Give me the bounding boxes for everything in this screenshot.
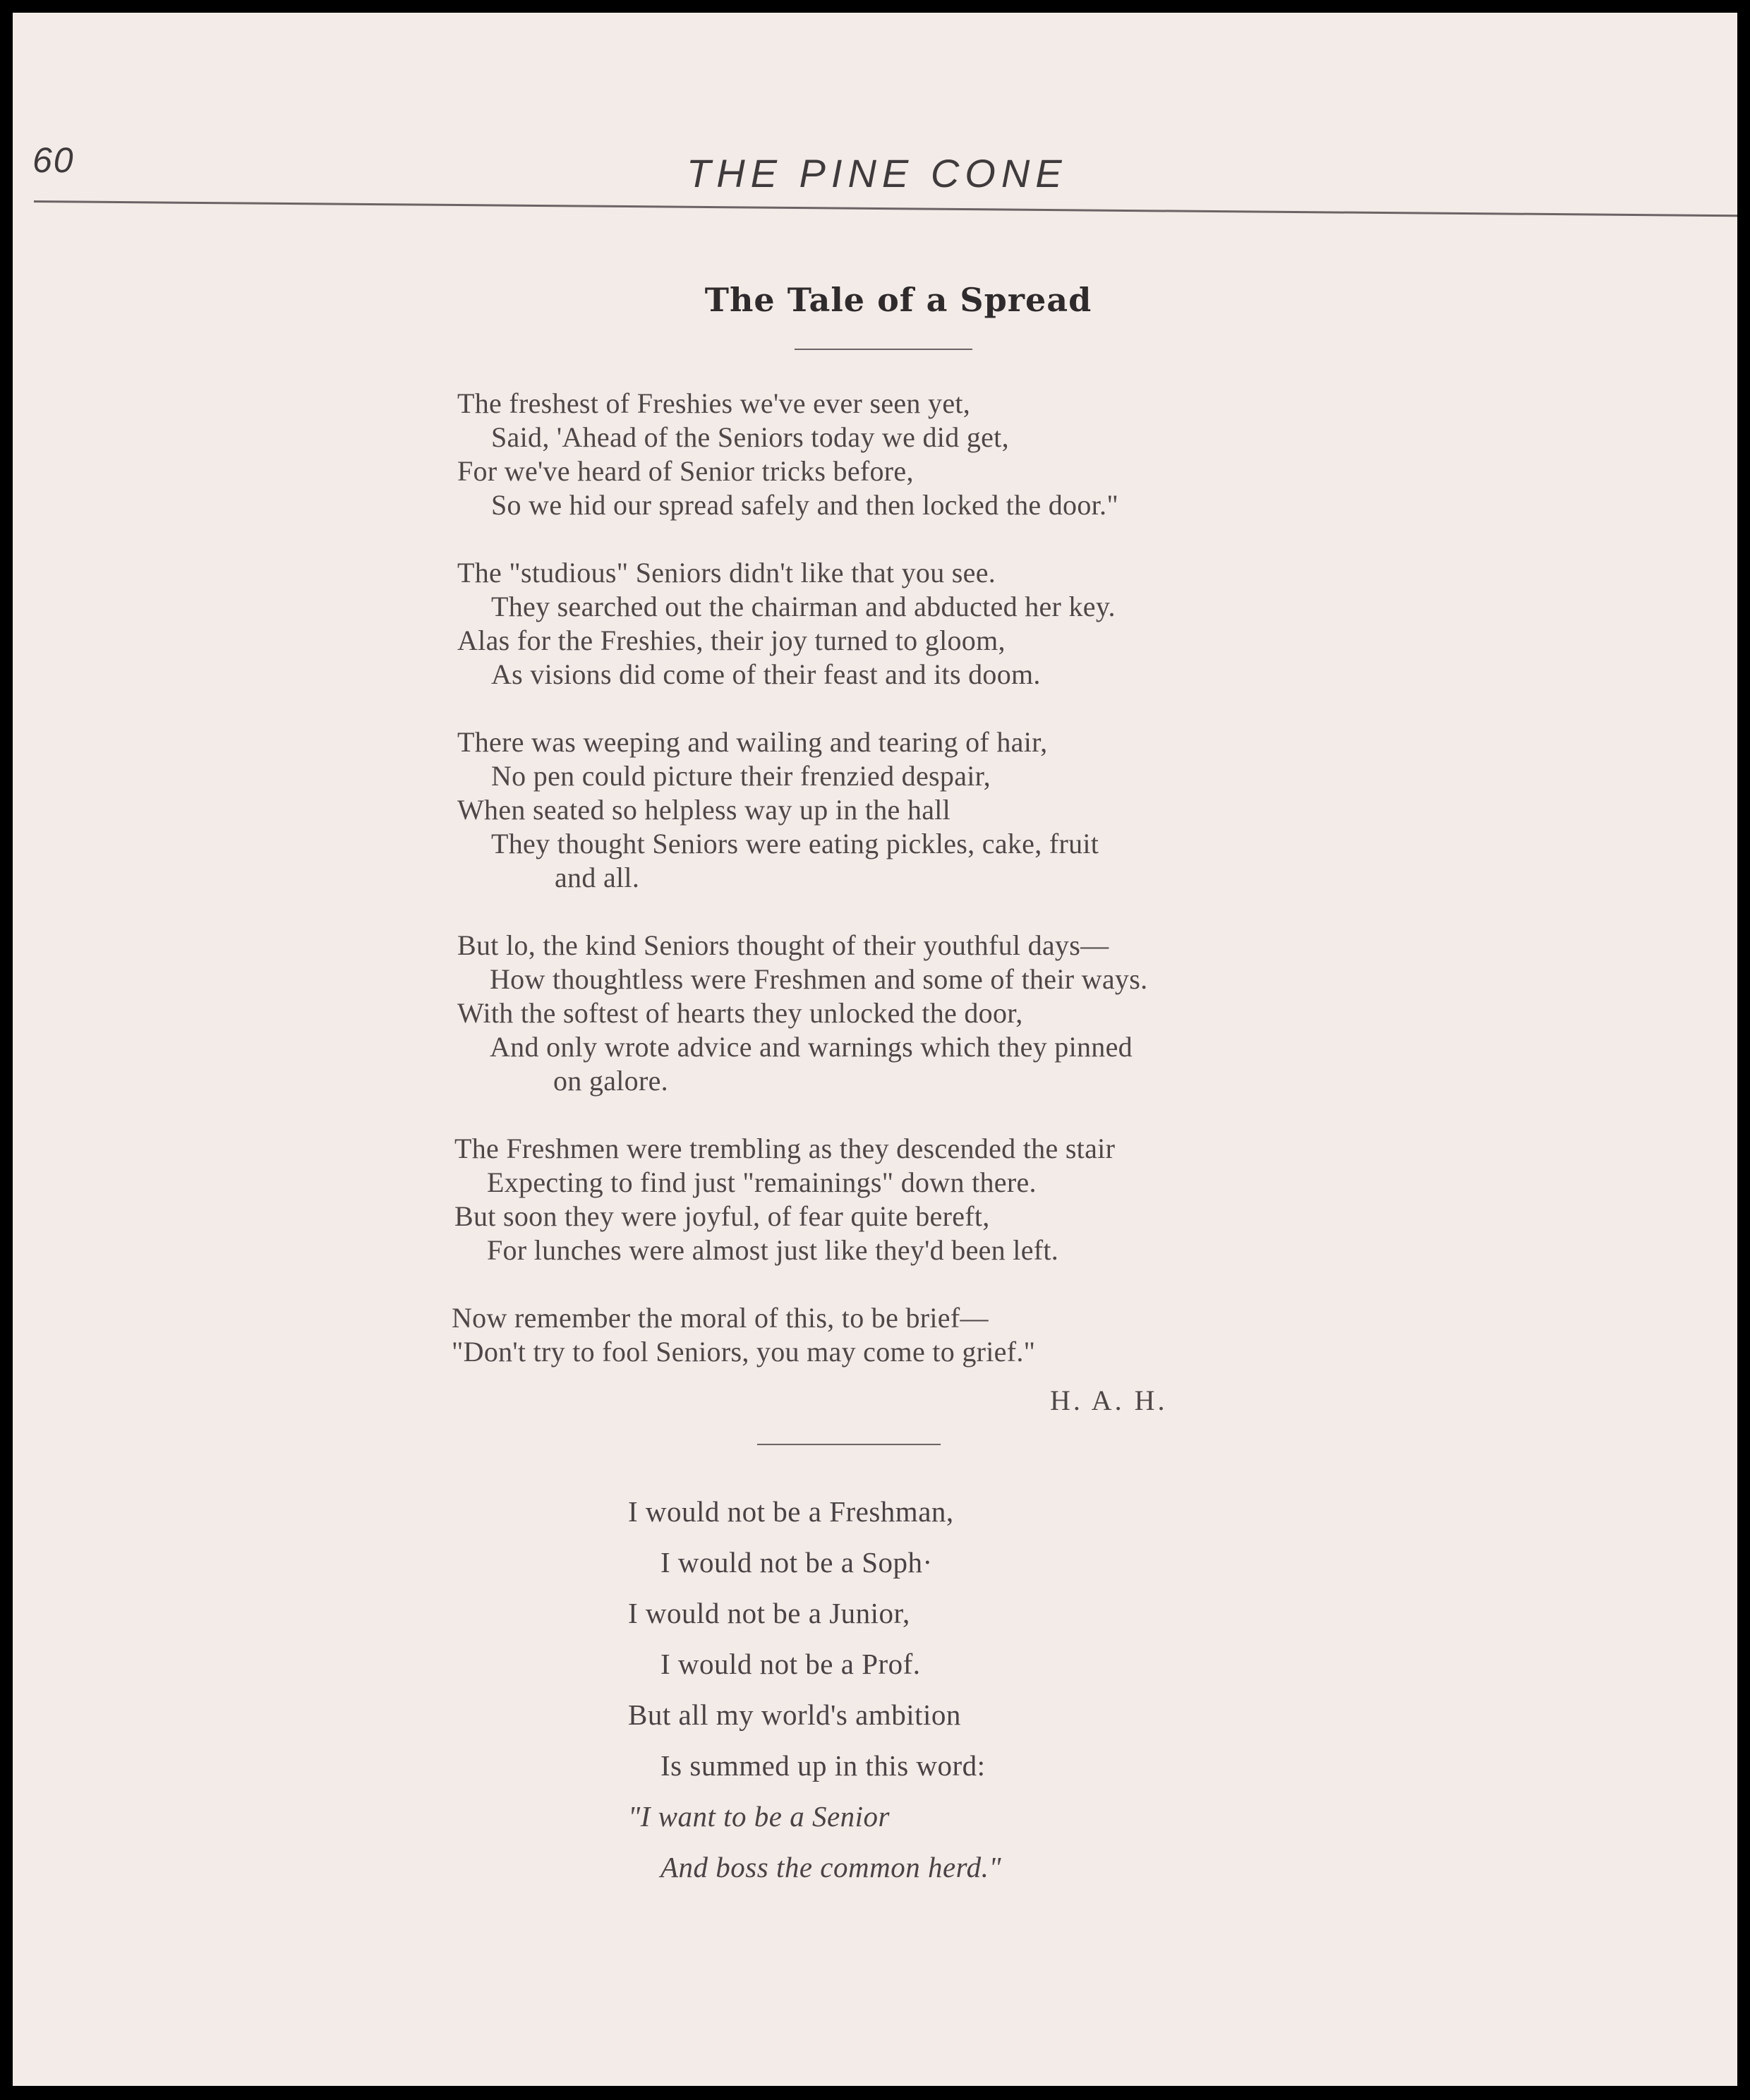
poem-line: So we hid our spread safely and then locked the door." [491,489,1118,521]
poem-line: "Don't try to fool Seniors, you may come to grief." [452,1336,1036,1368]
poem-line: Said, 'Ahead of the Seniors today we did get, [491,421,1009,453]
poem-line: The Freshmen were trembling as they descended the stair [454,1133,1116,1164]
title-divider [795,349,972,350]
poem-line: They thought Seniors were eating pickles, cake, fruit [491,828,1099,859]
poem-line: But lo, the kind Seniors thought of their youthful days— [457,929,1109,961]
verse-line: I would not be a Prof. [660,1648,921,1680]
header-rule [34,200,1737,217]
poem-line: How thoughtless were Freshmen and some of their ways. [490,963,1148,995]
poem-line: Now remember the moral of this, to be brief— [452,1302,989,1334]
poem-line: The "studious" Seniors didn't like that you see. [457,557,996,589]
poem-line: With the softest of hearts they unlocked the door, [457,997,1023,1029]
verse-line: I would not be a Soph· [660,1546,933,1579]
poem-line: They searched out the chairman and abducted her key. [491,591,1116,622]
poem-title: The Tale of a Spread [704,281,1092,319]
section-divider [757,1444,941,1445]
verse-line: "I want to be a Senior [628,1800,890,1833]
author-signature: H. A. H. [1050,1384,1168,1416]
poem-line: Expecting to find just "remainings" down there. [487,1166,1037,1198]
verse-line: And boss the common herd." [660,1851,1002,1883]
verse-line: But all my world's ambition [628,1698,961,1731]
verse-line: Is summed up in this word: [660,1749,986,1782]
page-number: 60 [32,140,75,180]
poem-line: The freshest of Freshies we've ever seen yet, [457,387,971,419]
poem-line: As visions did come of their feast and its doom. [491,658,1041,690]
poem-line: No pen could picture their frenzied despair, [491,760,991,792]
magazine-page [13,13,1737,2086]
poem-line: Alas for the Freshies, their joy turned to gloom, [457,624,1006,656]
poem-line: on galore. [553,1065,668,1097]
poem-line: For we've heard of Senior tricks before, [457,455,914,487]
poem-line: For lunches were almost just like they'd been left. [487,1234,1059,1266]
verse-line: I would not be a Junior, [628,1597,910,1629]
poem-line: and all. [555,862,640,893]
verse-line: I would not be a Freshman, [628,1495,954,1528]
poem-line: And only wrote advice and warnings which they pinned [490,1031,1133,1063]
poem-line: When seated so helpless way up in the hall [457,794,951,826]
running-title: THE PINE CONE [687,151,1068,195]
poem-line: But soon they were joyful, of fear quite bereft, [454,1200,990,1232]
poem-line: There was weeping and wailing and tearing of hair, [457,726,1048,758]
